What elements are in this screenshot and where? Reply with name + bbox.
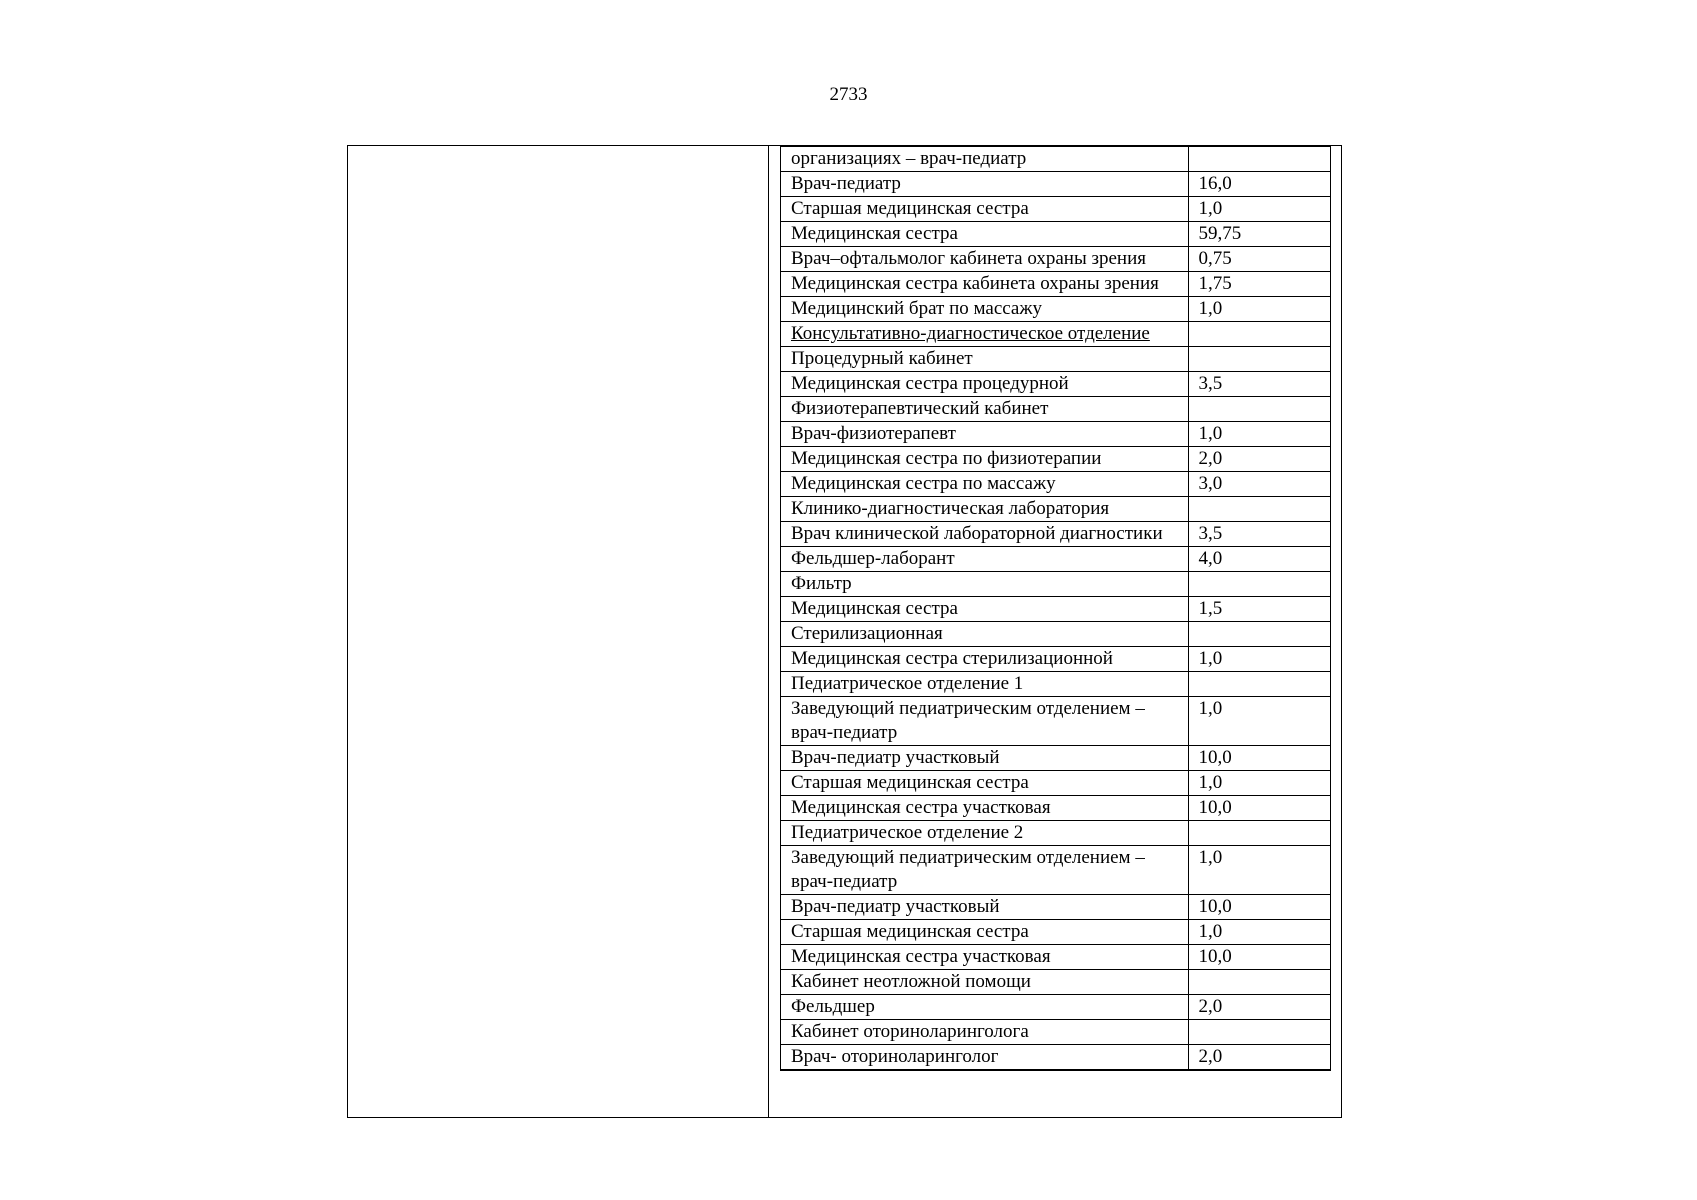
staff-count-cell [1189, 672, 1331, 697]
position-name: Медицинская сестра процедурной [791, 373, 1069, 394]
position-name: Старшая медицинская сестра [791, 198, 1029, 219]
position-name: Медицинская сестра по массажу [791, 473, 1056, 494]
table-row [781, 272, 1331, 297]
position-name-cell [781, 422, 1189, 447]
position-name-cell [781, 397, 1189, 422]
staff-count: 10,0 [1198, 747, 1232, 768]
position-name: Педиатрическое отделение 2 [791, 822, 1024, 843]
position-name-cell [781, 846, 1189, 895]
staff-count-cell [1189, 146, 1331, 172]
position-name: Врач-педиатр участковый [791, 747, 1000, 768]
staff-count: 3,0 [1198, 473, 1223, 494]
staff-count-cell [1189, 197, 1331, 222]
table-row [781, 422, 1331, 447]
table-row [781, 397, 1331, 422]
table-row [781, 222, 1331, 247]
staff-count: 1,0 [1198, 423, 1223, 444]
position-name-cell [781, 197, 1189, 222]
staff-count-cell [1189, 522, 1331, 547]
position-name-cell [781, 222, 1189, 247]
position-name-cell [781, 970, 1189, 995]
position-name: Кабинет неотложной помощи [791, 971, 1031, 992]
position-name: Старшая медицинская сестра [791, 772, 1029, 793]
table-row [781, 995, 1331, 1020]
position-name: Врач клинической лабораторной диагностики [791, 523, 1163, 544]
position-name-cell [781, 322, 1189, 347]
position-name: Старшая медицинская сестра [791, 921, 1029, 942]
position-name: Процедурный кабинет [791, 348, 973, 369]
staff-count-cell [1189, 597, 1331, 622]
staff-count: 2,0 [1198, 1046, 1223, 1067]
table-row [781, 497, 1331, 522]
position-name: Медицинская сестра кабинета охраны зрения [791, 273, 1159, 294]
staff-count-cell [1189, 821, 1331, 846]
staff-count-cell [1189, 222, 1331, 247]
position-name: Медицинская сестра стерилизационной [791, 648, 1113, 669]
table-row [781, 447, 1331, 472]
position-name: Медицинская сестра [791, 598, 958, 619]
staff-count-cell [1189, 272, 1331, 297]
position-name: Медицинская сестра участковая [791, 797, 1051, 818]
staff-count-cell [1189, 322, 1331, 347]
staff-count-cell [1189, 172, 1331, 197]
position-name-cell [781, 821, 1189, 846]
staff-count-cell [1189, 397, 1331, 422]
table-row [781, 1020, 1331, 1045]
position-name: Стерилизационная [791, 623, 943, 644]
position-name: Фельдшер [791, 996, 875, 1017]
position-name-cell [781, 647, 1189, 672]
staff-count-cell [1189, 422, 1331, 447]
staff-table-body [781, 146, 1331, 1070]
position-name-cell [781, 547, 1189, 572]
position-name-cell [781, 1020, 1189, 1045]
table-row [781, 1045, 1331, 1071]
staff-count: 1,0 [1198, 847, 1223, 868]
staff-table [780, 145, 1331, 1071]
staff-count-cell [1189, 647, 1331, 672]
staff-count-cell [1189, 472, 1331, 497]
table-row [781, 322, 1331, 347]
position-name: Врач-физиотерапевт [791, 423, 956, 444]
staff-count: 1,0 [1198, 648, 1223, 669]
outer-table-left-cell [348, 146, 769, 1117]
staff-count-cell [1189, 697, 1331, 746]
position-name: Фельдшер-лаборант [791, 548, 955, 569]
position-name: Врач–офтальмолог кабинета охраны зрения [791, 248, 1146, 269]
position-name: Медицинская сестра участковая [791, 946, 1051, 967]
staff-count: 3,5 [1198, 523, 1223, 544]
staff-count: 1,0 [1198, 921, 1223, 942]
position-name-cell [781, 597, 1189, 622]
position-name-cell [781, 472, 1189, 497]
staff-count: 1,0 [1198, 198, 1223, 219]
staff-count: 4,0 [1198, 548, 1223, 569]
position-name-cell [781, 771, 1189, 796]
position-name-cell [781, 920, 1189, 945]
table-row [781, 771, 1331, 796]
staff-count-cell [1189, 1020, 1331, 1045]
staff-count-cell [1189, 297, 1331, 322]
staff-count-cell [1189, 920, 1331, 945]
table-row [781, 647, 1331, 672]
staff-count-cell [1189, 1045, 1331, 1071]
position-name: Врач- оториноларинголог [791, 1046, 999, 1067]
position-name-cell [781, 622, 1189, 647]
staff-count: 0,75 [1198, 248, 1232, 269]
staff-count: 2,0 [1198, 448, 1223, 469]
table-row [781, 297, 1331, 322]
position-name-cell [781, 522, 1189, 547]
position-name-cell [781, 895, 1189, 920]
table-row [781, 372, 1331, 397]
table-row [781, 522, 1331, 547]
outer-table-gap [769, 146, 780, 1117]
position-name: Медицинская сестра по физиотерапии [791, 448, 1102, 469]
position-name: Медицинский брат по массажу [791, 298, 1042, 319]
position-name-cell [781, 945, 1189, 970]
table-row [781, 197, 1331, 222]
position-name: Педиатрическое отделение 1 [791, 673, 1024, 694]
position-name: Заведующий педиатрическим отделением – врач-педиатр [791, 847, 1145, 892]
staff-count: 1,0 [1198, 698, 1223, 719]
staff-count: 2,0 [1198, 996, 1223, 1017]
position-name-cell [781, 146, 1189, 172]
position-name-cell [781, 497, 1189, 522]
staff-count-cell [1189, 497, 1331, 522]
position-name-cell [781, 672, 1189, 697]
position-name: Кабинет оториноларинголога [791, 1021, 1029, 1042]
position-name-cell [781, 995, 1189, 1020]
staff-count-cell [1189, 796, 1331, 821]
position-name-cell [781, 746, 1189, 771]
staff-count-cell [1189, 771, 1331, 796]
staff-count-cell [1189, 622, 1331, 647]
table-row [781, 945, 1331, 970]
staff-count: 1,0 [1198, 298, 1223, 319]
staff-count-cell [1189, 995, 1331, 1020]
table-row [781, 895, 1331, 920]
staff-count-cell [1189, 347, 1331, 372]
table-row [781, 796, 1331, 821]
staff-count-cell [1189, 846, 1331, 895]
position-name-cell [781, 247, 1189, 272]
position-name: Клинико-диагностическая лаборатория [791, 498, 1110, 519]
table-row [781, 622, 1331, 647]
table-row [781, 547, 1331, 572]
staff-count-cell [1189, 447, 1331, 472]
table-row [781, 672, 1331, 697]
table-row [781, 821, 1331, 846]
table-row [781, 746, 1331, 771]
table-row [781, 920, 1331, 945]
position-name: организациях – врач-педиатр [791, 148, 1027, 169]
table-row [781, 846, 1331, 895]
page-number: 2733 [829, 84, 868, 105]
staff-count: 10,0 [1198, 896, 1232, 917]
position-name: Врач-педиатр участковый [791, 896, 1000, 917]
staff-count: 10,0 [1198, 797, 1232, 818]
position-name-cell [781, 272, 1189, 297]
staff-count: 3,5 [1198, 373, 1223, 394]
position-name: Физиотерапевтический кабинет [791, 398, 1049, 419]
staff-count-cell [1189, 746, 1331, 771]
staff-count: 1,75 [1198, 273, 1232, 294]
table-row [781, 572, 1331, 597]
staff-count-cell [1189, 970, 1331, 995]
position-name-cell [781, 796, 1189, 821]
staff-count-cell [1189, 247, 1331, 272]
position-name-cell [781, 1045, 1189, 1071]
position-name-cell [781, 172, 1189, 197]
position-name: Заведующий педиатрическим отделением – врач-педиатр [791, 698, 1145, 743]
position-name: Врач-педиатр [791, 173, 901, 194]
table-row [781, 697, 1331, 746]
staff-count-cell [1189, 945, 1331, 970]
table-row [781, 472, 1331, 497]
table-row [781, 347, 1331, 372]
staff-count: 1,0 [1198, 772, 1223, 793]
table-row [781, 146, 1331, 172]
table-row [781, 172, 1331, 197]
table-row [781, 597, 1331, 622]
position-name-cell [781, 697, 1189, 746]
position-name-cell [781, 347, 1189, 372]
staff-count-cell [1189, 895, 1331, 920]
staff-count-cell [1189, 572, 1331, 597]
table-row [781, 970, 1331, 995]
position-name-cell [781, 447, 1189, 472]
staff-count-cell [1189, 372, 1331, 397]
staff-count: 16,0 [1198, 173, 1232, 194]
position-name: Фильтр [791, 573, 852, 594]
position-name-cell [781, 297, 1189, 322]
staff-count: 1,5 [1198, 598, 1223, 619]
position-name-cell [781, 572, 1189, 597]
staff-count: 59,75 [1198, 223, 1242, 244]
position-name: Консультативно-диагностическое отделение [791, 323, 1150, 344]
position-name: Медицинская сестра [791, 223, 958, 244]
position-name-cell [781, 372, 1189, 397]
table-row [781, 247, 1331, 272]
staff-count: 10,0 [1198, 946, 1232, 967]
staff-count-cell [1189, 547, 1331, 572]
